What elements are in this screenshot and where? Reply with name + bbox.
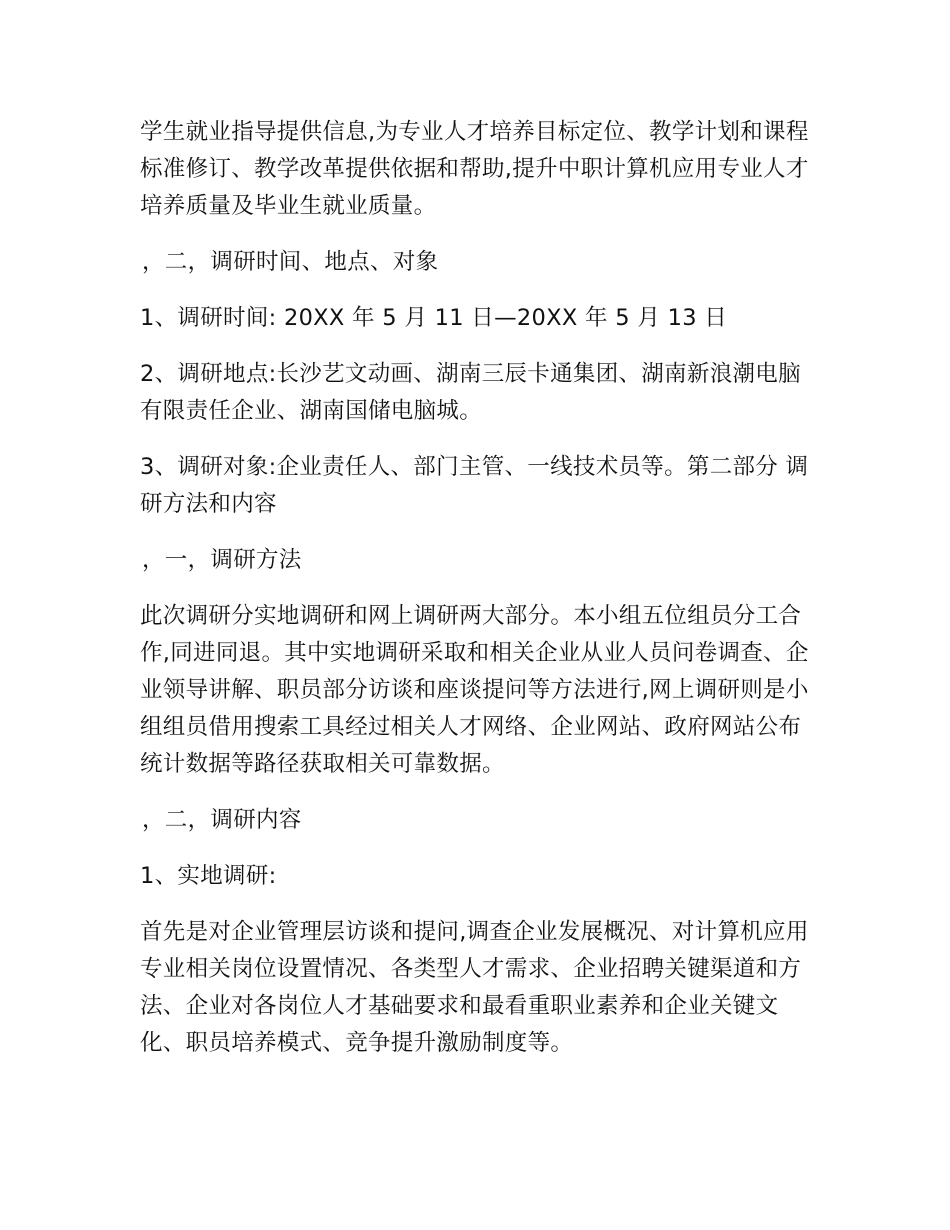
paragraph-survey-method: 此次调研分实地调研和网上调研两大部分。本小组五位组员分工合作,同进同退。其中实地调研采取和相关企业从业人员问卷调查、企业领导讲解、职员部分访谈和座谈提问等方法进行,网上调研则是小组组员借用搜索工具经过相关人才网络、企业网站、政府网站公布统计数据等路径获取相关可靠数据。 <box>140 603 809 777</box>
paragraph-field-survey-detail: 首先是对企业管理层访谈和提问,调查企业发展概况、对计算机应用专业相关岗位设置情况、各类型人才需求、企业招聘关键渠道和方法、企业对各岗位人才基础要求和最看重职业素养和企业关键文化、职员培养模式、竞争提升激励制度等。 <box>140 919 809 1056</box>
list-item-survey-location: 2、调研地点:长沙艺文动画、湖南三辰卡通集团、湖南新浪潮电脑有限责任企业、湖南国储电脑城。 <box>140 361 801 424</box>
paragraph-intro-continuation: 学生就业指导提供信息,为专业人才培养目标定位、教学计划和课程标准修订、教学改革提供依据和帮助,提升中职计算机应用专业人才培养质量及毕业生就业质量。 <box>140 119 809 219</box>
section-heading-survey-content: ，二，调研内容 <box>142 807 302 833</box>
list-item-field-survey: 1、实地调研: <box>140 863 277 889</box>
document-body <box>140 114 812 1062</box>
list-item-survey-subjects: 3、调研对象:企业责任人、部门主管、一线技术员等。第二部分 调研方法和内容 <box>140 454 809 517</box>
section-heading-time-place-object: ，二，调研时间、地点、对象 <box>142 249 439 275</box>
section-heading-survey-method: ，一，调研方法 <box>142 547 302 573</box>
list-item-survey-time: 1、调研时间: 20XX 年 5 月 11 日—20XX 年 5 月 13 日 <box>140 305 728 331</box>
